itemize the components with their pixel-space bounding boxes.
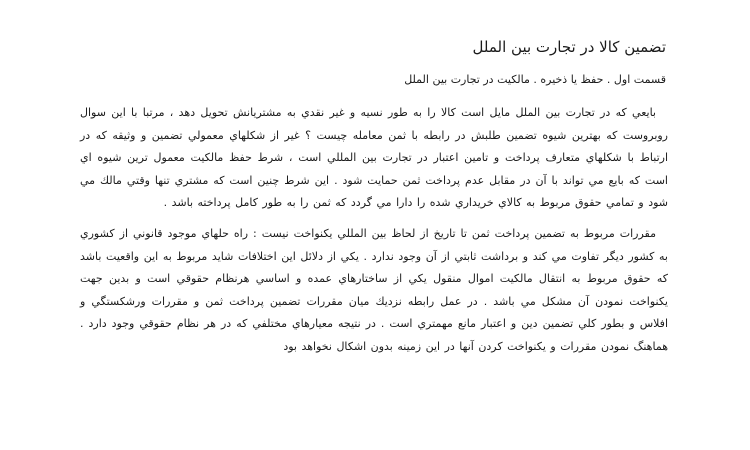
document-page bbox=[80, 36, 668, 367]
document-title: تضمين كالا در تجارت بين الملل bbox=[472, 38, 666, 56]
paragraph-2: مقررات مربوط به تضمين پرداخت ثمن تا تاريخ از لحاظ بين المللي يكنواخت نيست : راه حلهاي موجود قانوني از كشوري به كشور ديگر تفاوت مي كند و برداشت ثابتي از آن وجود ندارد . يكي از دلائل اين اختلافات شايد مربوط به اين واقعيت باشد كه حقوق مربوط به انتقال مالكيت اموال منقول يكي از ساختارهاي عمده و اساسي هرنظام حقوقي است و بدين جهت يكنواخت نمودن آن مشكل مي باشد . در عمل رابطه نزديك ميان مقررات تضمين پرداخت ثمن و مقررات ورشكستگي و افلاس و بطور كلي تضمين دين و اعتبار مانع مهمتري است . در نتيجه معيارهاي مختلفي كه در هر نظام حقوقي وجود دارد . هماهنگ نمودن مقررات و يكنواخت كردن آنها در اين زمينه بدون اشكال نخواهد بود bbox=[80, 226, 668, 353]
paragraph-1: بايعي كه در تجارت بين الملل مايل است كالا را به طور نسيه و غير نقدي به مشتريانش تحويل دهد ، مرتبا با اين سوال روبروست كه بهترين شيوه تضمين طلبش در رابطه با ثمن معامله چيست ؟ غير از شكلهاي معمولي تضمين و وثيقه كه در ارتباط با شكلهاي متعارف پرداخت و تامين اعتبار در تجارت بين المللي است ، شرط حفظ مالكيت معمول ترين شيوه اي است كه بايع مي تواند با آن در مقابل عدم پرداخت ثمن حمايت شود . اين شرط چنين است كه مشتري تنها وقتي مالك مي شود و تمامي حقوق مربوط به كالاي خريداري شده را دارا مي گردد كه ثمن را به طور كامل پرداخته باشد . bbox=[80, 106, 668, 210]
section-subtitle: قسمت اول . حفظ يا ذخيره . مالكيت در تجارت بين الملل bbox=[404, 73, 666, 86]
